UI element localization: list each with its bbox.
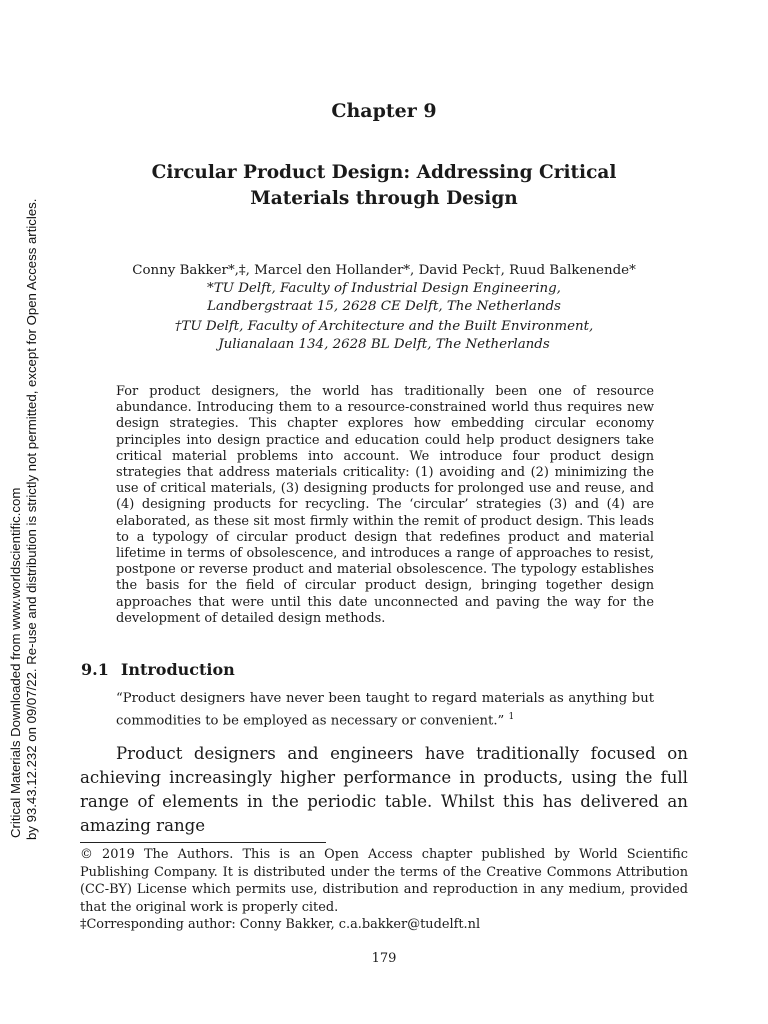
epigraph-quote — [116, 690, 654, 730]
affiliation-1 — [80, 280, 688, 316]
footnotes — [80, 846, 688, 934]
author-list: Conny Bakker*,‡, Marcel den Hollander*, David Peck†, Ruud Balkenende* — [132, 263, 636, 278]
abstract: For product designers, the world has traditionally been one of resource abundance. Introducing them to a resource-constrained world thus requires new design strategies. This chapter explores how embedding circular economy principles into design practice and education could help product designers take critical material problems into account. We introduce four product design strategies that address materials criticality: (1) avoiding and (2) minimizing the use of critical materials, (3) designing products for prolonged use and reuse, and (4) designing products for recycling. The ‘circular’ strategies (3) and (4) are elaborated, as these sit most firmly within the remit of product design. This leads to a typology of circular product design that redefines product and material lifetime in terms of obsolescence, and introduces a range of approaches to resist, postpone or reverse product and material obsolescence. The typology establishes the basis for the field of circular product design, bringing together design approaches that were until this date unconnected and paving the way for the development of detailed design methods. — [116, 384, 654, 626]
affiliation-1-line-1: *TU Delft, Faculty of Industrial Design Engineering, — [207, 281, 561, 296]
watermark-line-2: by 93.43.12.232 on 09/07/22. Re-use and distribution is strictly not permitted, except for Open Access articles. — [24, 198, 39, 840]
corresponding-author-footnote: ‡Corresponding author: Conny Bakker, c.a.bakker@tudelft.nl — [80, 917, 481, 932]
affiliation-2-line-2: Julianalaan 134, 2628 BL Delft, The Netherlands — [218, 337, 550, 352]
affiliation-1-line-2: Landbergstraat 15, 2628 CE Delft, The Netherlands — [207, 299, 561, 314]
license-footnote: © 2019 The Authors. This is an Open Access chapter published by World Scientific Publishing Company. It is distributed under the terms of the Creative Commons Attribution (CC-BY) License which permits use, distribution and reproduction in any medium, provided that the original work is properly cited. — [80, 847, 688, 915]
chapter-title — [120, 160, 648, 212]
title-line-1: Circular Product Design: Addressing Critical — [151, 162, 617, 183]
download-watermark — [8, 20, 40, 840]
quote-text: “Product designers have never been taught to regard materials as anything but commodities to be employed as necessary or convenient.” — [116, 691, 654, 729]
chapter-label: Chapter 9 — [331, 100, 437, 122]
affiliation-2-line-1: †TU Delft, Faculty of Architecture and the Built Environment, — [174, 319, 594, 334]
section-number: 9.1 — [81, 660, 109, 679]
section-heading — [81, 660, 235, 679]
footnote-divider — [80, 842, 326, 843]
affiliation-2 — [80, 318, 688, 354]
page-number: 179 — [371, 951, 397, 966]
section-title: Introduction — [120, 660, 235, 679]
watermark-line-1: Critical Materials Downloaded from www.worldscientific.com — [8, 487, 23, 838]
body-paragraph: Product designers and engineers have traditionally focused on achieving increasingly higher performance in products, using the full range of elements in the periodic table. Whilst this has delivered an amazing range — [80, 744, 688, 835]
title-line-2: Materials through Design — [250, 188, 518, 209]
footnote-marker: 1 — [508, 712, 515, 722]
